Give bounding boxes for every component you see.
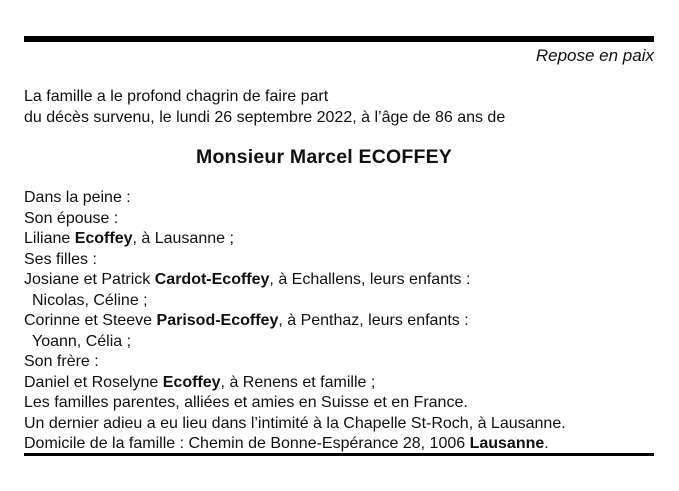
list-item [24, 291, 664, 312]
list-item [24, 250, 664, 271]
line-text: Josiane et Patrick [24, 271, 155, 288]
deceased-name-title: Monsieur Marcel ECOFFEY [196, 146, 452, 168]
list-item [24, 414, 664, 435]
list-item [24, 373, 664, 394]
line-bold-name: Lausanne [469, 435, 545, 452]
line-text: Liliane [24, 230, 75, 247]
line-bold-name: Cardot-Ecoffey [154, 271, 270, 288]
line-text: Son frère : [24, 353, 99, 370]
line-text: Corinne et Steeve [24, 312, 157, 329]
top-rule [24, 36, 654, 42]
list-item [24, 209, 664, 230]
line-text: Dans la peine : [24, 189, 131, 206]
line-bold-name: Ecoffey [74, 230, 133, 247]
line-text: Les familles parentes, alliées et amies en Suisse et en France. [24, 394, 468, 411]
list-item [24, 393, 664, 414]
line-text: Ses filles : [24, 250, 97, 268]
line-text: , à Renens et famille ; [220, 373, 376, 391]
line-text: , à Echallens, leurs enfants : [269, 271, 471, 288]
line-text: , à Penthaz, leurs enfants : [278, 312, 469, 329]
list-item [24, 229, 664, 250]
list-item [24, 352, 664, 373]
motto-text: Repose en paix [535, 46, 654, 65]
line-text: Domicile de la famille : Chemin de Bonne-Espérance 28, 1006 [24, 435, 470, 452]
list-item [24, 434, 664, 455]
line-text: . [544, 435, 549, 452]
line-text: , à Lausanne ; [132, 230, 234, 247]
intro-line-1: La famille a le profond chagrin de faire part [24, 88, 329, 105]
line-text: Daniel et Roselyne [24, 373, 163, 391]
family-list [24, 188, 664, 455]
line-bold-name: Ecoffey [162, 373, 221, 391]
bottom-rule [24, 453, 654, 456]
line-text: Son épouse : [24, 209, 119, 227]
list-item [24, 270, 664, 291]
list-item [24, 332, 664, 353]
list-item [24, 188, 664, 209]
intro-paragraph [24, 86, 644, 128]
line-text: Un dernier adieu a eu lieu dans l’intimité à la Chapelle St-Roch, à Lausanne. [24, 414, 566, 432]
list-item [24, 311, 664, 332]
line-bold-name: Parisod-Ecoffey [156, 312, 279, 329]
line-text: Yoann, Célia ; [32, 332, 132, 350]
intro-line-2: du décès survenu, le lundi 26 septembre 2022, à l’âge de 86 ans de [24, 109, 506, 126]
line-text: Nicolas, Céline ; [32, 291, 148, 309]
